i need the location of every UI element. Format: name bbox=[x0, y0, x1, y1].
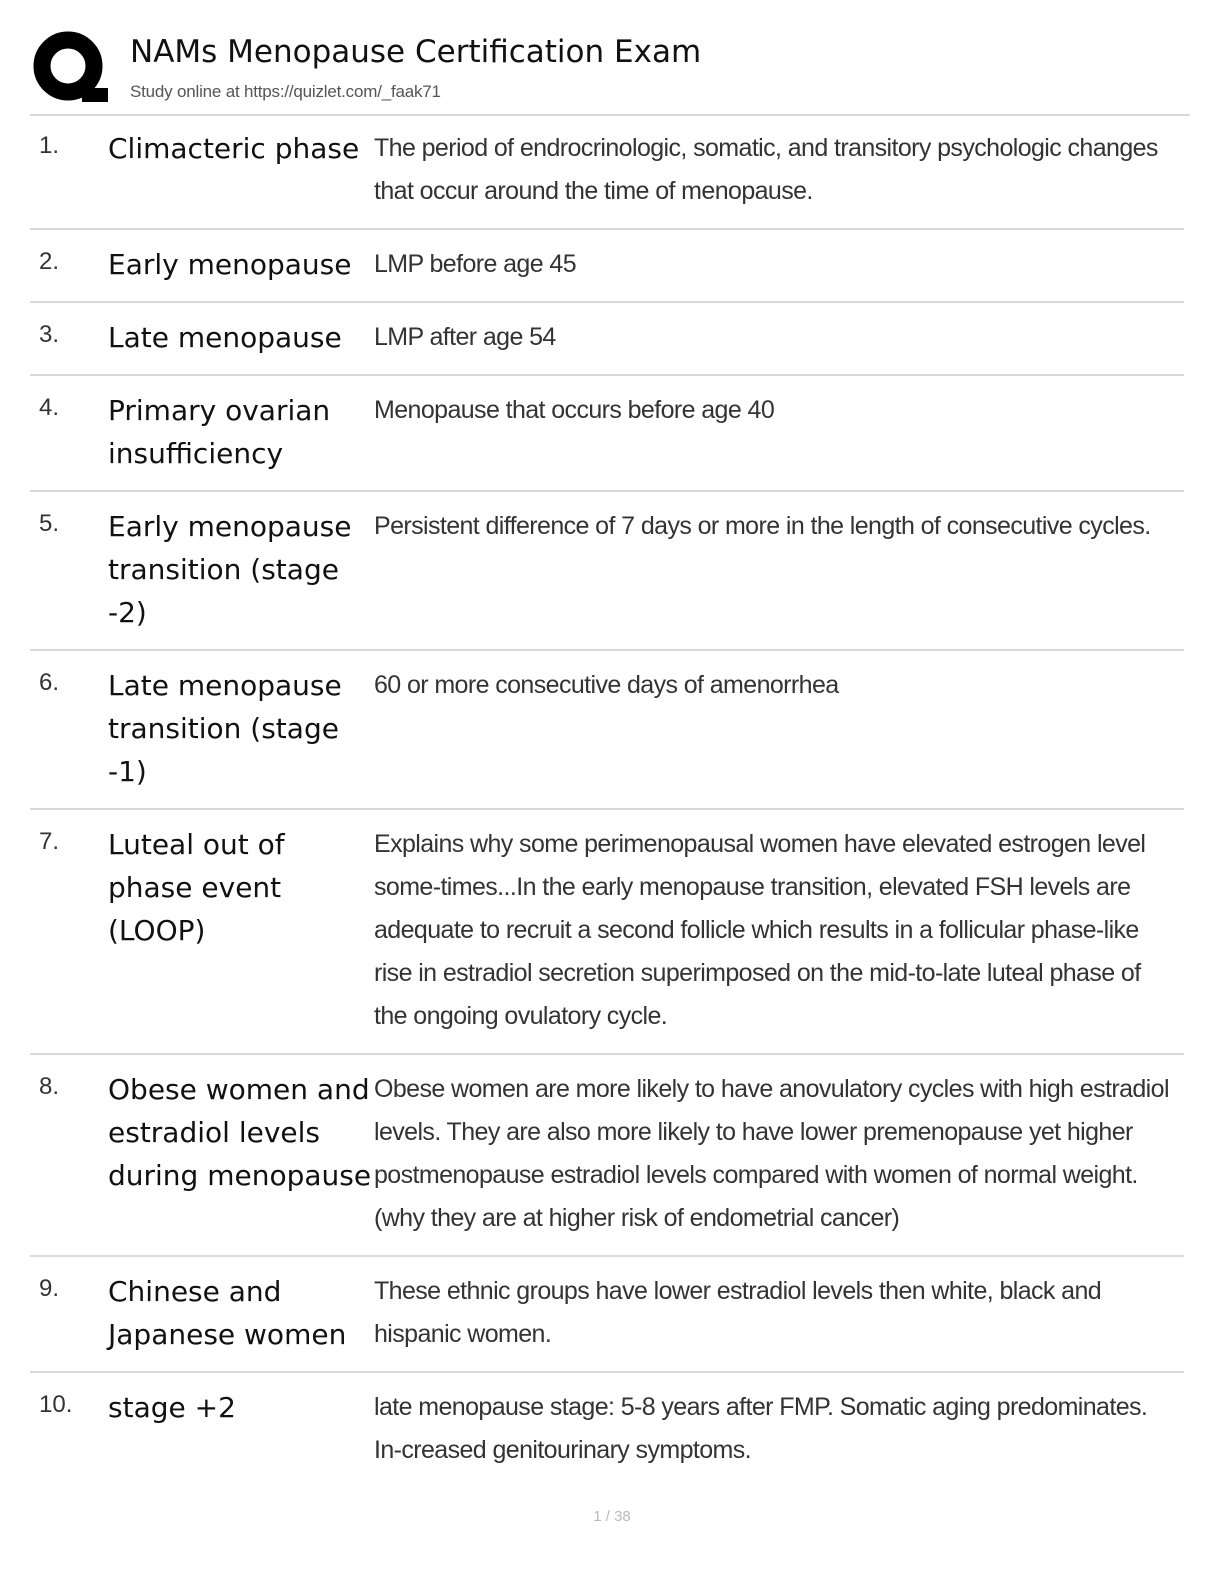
card-number: 9. bbox=[39, 1275, 60, 1302]
card-number: 1. bbox=[39, 132, 60, 159]
card-term: Obese women and estradiol levels during menopause bbox=[108, 1073, 372, 1192]
page-title: NAMs Menopause Certification Exam bbox=[130, 34, 702, 70]
card-definition: Persistent difference of 7 days or more in the length of consecutive cycles. bbox=[374, 512, 1151, 540]
card-definition: The period of endrocrinologic, somatic, and transitory psychologic changes that occur around the time of menopause. bbox=[374, 134, 1158, 205]
flashcard-row bbox=[30, 114, 1184, 230]
card-definition: late menopause stage: 5-8 years after FMP. Somatic aging predominates. In-creased genitourinary symptoms. bbox=[374, 1393, 1148, 1464]
card-definition: These ethnic groups have lower estradiol levels then white, black and hispanic women. bbox=[374, 1277, 1102, 1348]
flashcard-row bbox=[30, 651, 1184, 810]
card-number: 7. bbox=[39, 828, 60, 855]
card-definition: 60 or more consecutive days of amenorrhea bbox=[374, 671, 839, 699]
card-term: Early menopause bbox=[108, 248, 352, 281]
card-term: Chinese and Japanese women bbox=[108, 1275, 347, 1351]
flashcard-row bbox=[30, 376, 1184, 492]
flashcard-row bbox=[30, 1055, 1184, 1257]
flashcard-row bbox=[30, 303, 1184, 376]
flashcard-row bbox=[30, 230, 1184, 303]
flashcard-row bbox=[30, 1257, 1184, 1373]
page-number: 1 / 38 bbox=[593, 1508, 631, 1525]
flashcard-row bbox=[30, 492, 1184, 651]
flashcard-list bbox=[30, 114, 1184, 1487]
quizlet-logo-icon bbox=[32, 30, 108, 106]
card-number: 8. bbox=[39, 1073, 60, 1100]
card-number: 3. bbox=[39, 321, 60, 348]
card-definition: Menopause that occurs before age 40 bbox=[374, 396, 775, 424]
card-number: 2. bbox=[39, 248, 60, 275]
study-link[interactable]: Study online at https://quizlet.com/_faak71 bbox=[130, 82, 441, 101]
card-definition: LMP before age 45 bbox=[374, 250, 576, 278]
card-term: Primary ovarian insufficiency bbox=[108, 394, 331, 470]
card-number: 4. bbox=[39, 394, 60, 421]
card-number: 5. bbox=[39, 510, 60, 537]
card-number: 10. bbox=[39, 1391, 73, 1418]
card-term: Early menopause transition (stage -2) bbox=[108, 510, 352, 629]
card-definition: Explains why some perimenopausal women have elevated estrogen level some-times...In the early menopause transition, elevated FSH levels are adequate to recruit a second follicle which results in a follicular phase-like rise in estradiol secretion superimposed on the mid-to-late luteal phase of the ongoing ovulatory cycle. bbox=[374, 830, 1146, 1030]
card-term: stage +2 bbox=[108, 1391, 236, 1424]
card-term: Late menopause bbox=[108, 321, 342, 354]
card-term: Late menopause transition (stage -1) bbox=[108, 669, 342, 788]
flashcard-row bbox=[30, 1373, 1184, 1487]
card-number: 6. bbox=[39, 669, 60, 696]
card-definition: LMP after age 54 bbox=[374, 323, 556, 351]
page-header bbox=[30, 26, 1190, 116]
card-term: Luteal out of phase event (LOOP) bbox=[108, 828, 285, 947]
flashcard-row bbox=[30, 810, 1184, 1055]
card-term: Climacteric phase bbox=[108, 132, 360, 165]
card-definition: Obese women are more likely to have anovulatory cycles with high estradiol levels. They are also more likely to have lower premenopause yet higher postmenopause estradiol levels compared with women of normal weight. (why they are at higher risk of endometrial cancer) bbox=[374, 1075, 1169, 1232]
